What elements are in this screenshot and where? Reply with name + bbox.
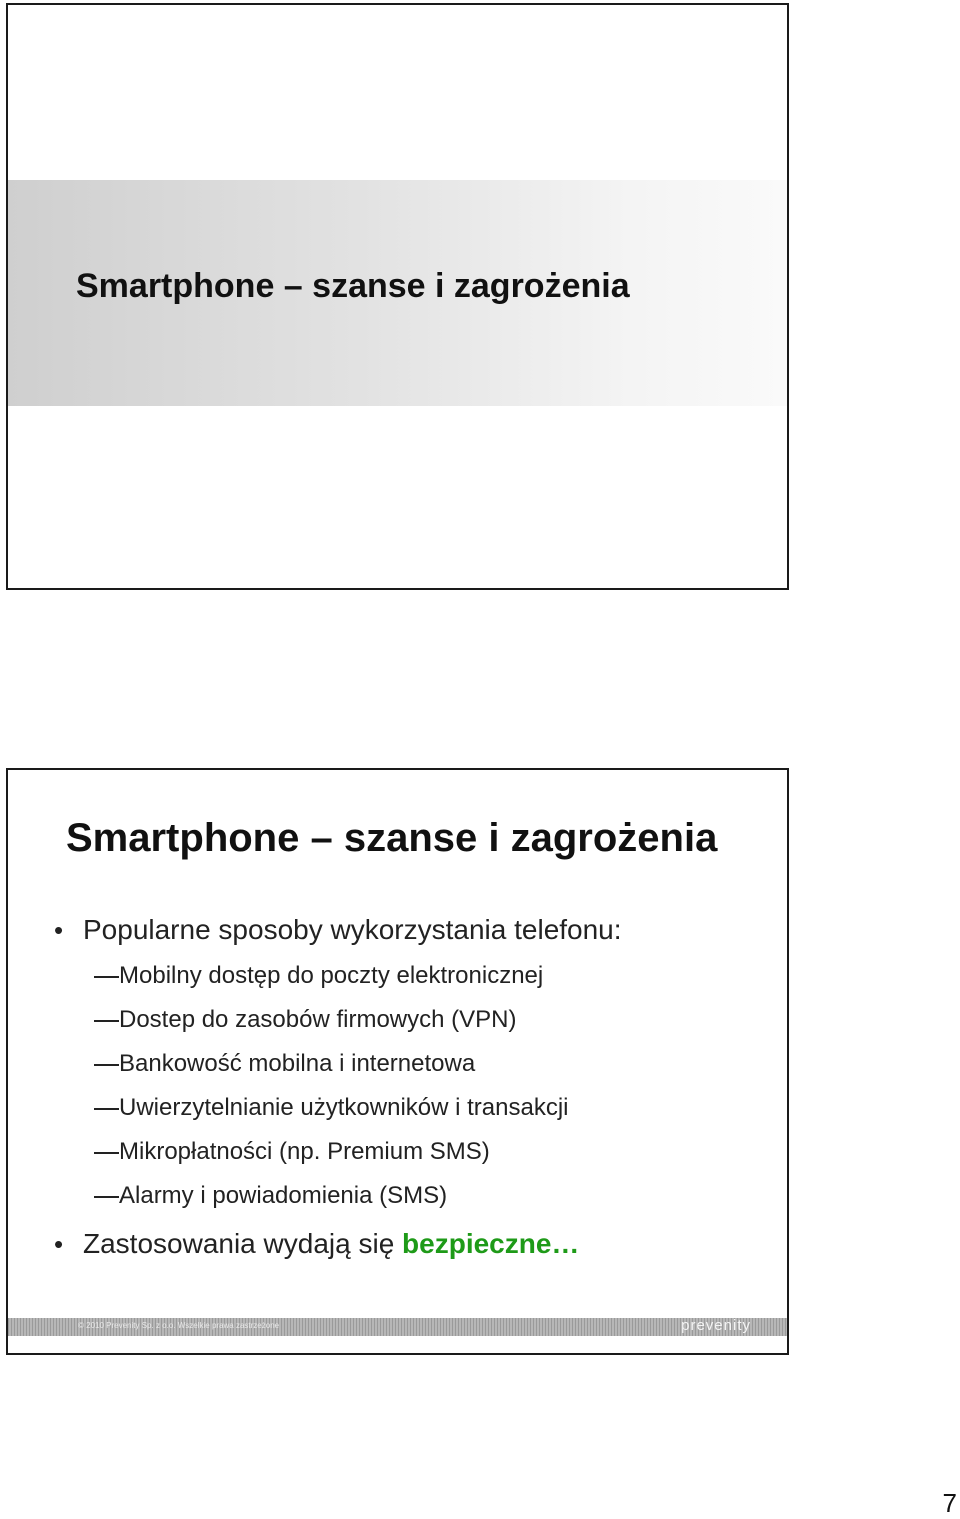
bullet-dot-icon: • — [54, 1229, 64, 1259]
sub-list-item — [94, 1006, 516, 1034]
slide-2 — [6, 768, 789, 1355]
slide-1 — [6, 3, 789, 590]
sub-item-text: Mobilny dostęp do poczty elektronicznej — [119, 962, 544, 989]
footer-copyright: © 2010 Prevenity Sp. z o.o. Wszelkie prawa zastrzeżone — [78, 1321, 280, 1330]
slide-2-title: Smartphone – szanse i zagrożenia — [66, 816, 718, 860]
sub-list-item — [94, 1138, 490, 1166]
bullet-dot-icon: • — [54, 915, 64, 945]
sub-item-text: Mikropłatności (np. Premium SMS) — [119, 1138, 490, 1165]
highlight-text: bezpieczne… — [402, 1228, 580, 1259]
sub-list-item — [94, 1094, 569, 1122]
bullet-text: Zastosowania wydają się — [83, 1228, 403, 1259]
bullet-text: Popularne sposoby wykorzystania telefonu: — [83, 914, 622, 945]
dash-icon — [94, 1020, 119, 1022]
bullet-item — [54, 914, 622, 946]
dash-icon — [94, 1196, 119, 1198]
dash-icon — [94, 1152, 119, 1154]
sub-item-text: Dostep do zasobów firmowych (VPN) — [119, 1006, 517, 1033]
dash-icon — [94, 1108, 119, 1110]
company-logo: prevenity — [681, 1317, 751, 1334]
sub-list-item — [94, 962, 543, 990]
sub-list-item — [94, 1050, 475, 1078]
bullet-item — [54, 1228, 579, 1260]
slide-1-title: Smartphone – szanse i zagrożenia — [76, 267, 630, 305]
slide-footer — [8, 1318, 787, 1336]
dash-icon — [94, 1064, 119, 1066]
dash-icon — [94, 976, 119, 978]
sub-item-text: Bankowość mobilna i internetowa — [119, 1050, 476, 1077]
page-number: 7 — [942, 1488, 957, 1518]
sub-item-text: Alarmy i powiadomienia (SMS) — [119, 1182, 448, 1209]
sub-list-item — [94, 1182, 447, 1210]
sub-item-text: Uwierzytelnianie użytkowników i transakcji — [119, 1094, 569, 1121]
